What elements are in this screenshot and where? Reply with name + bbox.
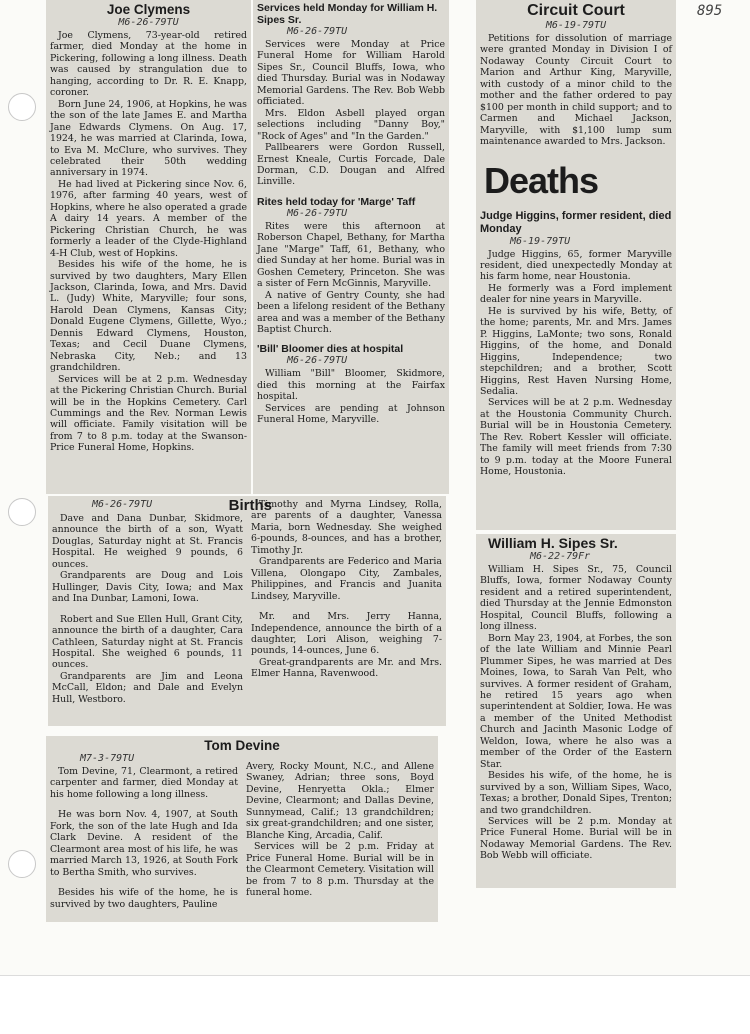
paragraph: Services will be at 2 p.m. Wednesday at the Houstonia Community Church. Burial will be in Houstonia Cemetery. The Rev. Robert Kessler will officiate. The family will meet friends from 7:30 to 9 p.m. today at the Moore Funeral Home, Houstonia. xyxy=(480,397,672,478)
handwritten-date: M6-26-79TU xyxy=(287,355,348,367)
handwritten-date: M6-26-79TU xyxy=(287,207,348,219)
obituary-title: William H. Sipes Sr. xyxy=(488,535,618,551)
page-bottom-margin xyxy=(0,975,750,1034)
paragraph: Rites were this afternoon at Roberson Chapel, Bethany, for Martha Jane "Marge" Taff, 61, Bethany, who died Sunday at her home. Burial was in Goshen Cemetery, Princeton. She was a sister of Fern McGinnis, Maryville. xyxy=(257,220,445,290)
paragraph: William "Bill" Bloomer, Skidmore, died this morning at the Fairfax hospital. xyxy=(257,368,445,403)
taff-title: Rites held today for 'Marge' Taff xyxy=(257,195,416,208)
page-number: 895 xyxy=(697,3,723,19)
handwritten-date: M6-19-79TU xyxy=(545,20,607,31)
births-right-column xyxy=(251,499,442,705)
paragraph: He had lived at Pickering since Nov. 6, 1976, after farming 40 years, west of Hopkins, where he also operated a grade A dairy 14 years. A member of the Pickering Christian Church, he was formerly a leader of the Clyde-Highland 4-H Club, west of Hopkins. xyxy=(50,178,247,259)
paragraph: William H. Sipes Sr., 75, Council Bluffs, Iowa, former Nodaway County resident and a retired superintendent, died Thursday at the Jennie Edmonston Hospital, Council Bluffs, following a long illness. xyxy=(480,564,672,633)
obituary-title: Tom Devine xyxy=(204,738,280,753)
paragraph: Services will be 2 p.m. Monday at Price Funeral Home. Burial will be in Nodaway Memorial Gardens. The Rev. Bob Webb will officiate. xyxy=(480,815,672,862)
births-left-column xyxy=(52,513,243,705)
paragraph: Services will be at 2 p.m. Wednesday at the Pickering Christian Church. Burial will be in the Hopkins Cemetery. Carl Cummings and the Rev. Norman Lewis will officiate. Family visitation will be from 7 to 8 p.m. today at the Swanson-Price Funeral Home, Hopkins. xyxy=(50,373,247,454)
paragraph: Mrs. Eldon Asbell played organ selections including "Danny Boy," "Rock of Ages" and "In the Garden." xyxy=(257,107,445,142)
paragraph: Grandparents are Doug and Lois Hullinger, Davis City, Iowa; and Max and Ina Dunbar, Lamoni, Iowa. xyxy=(52,570,243,605)
binder-hole-bottom xyxy=(8,850,36,878)
clipping-births xyxy=(48,496,446,726)
binder-hole-middle xyxy=(8,498,36,526)
paragraph: Robert and Sue Ellen Hull, Grant City, announce the birth of a daughter, Cara Cathleen, Saturday night at St. Francis Hospital. She weighed 6 pounds, 11 ounces. xyxy=(52,613,243,671)
devine-left-column xyxy=(50,753,238,910)
clipping-tom-devine xyxy=(46,736,438,922)
circuit-court-title: Circuit Court xyxy=(527,2,625,19)
deaths-heading: Deaths xyxy=(484,159,599,201)
paragraph: Besides his wife of the home, he is survived by two daughters, Pauline xyxy=(50,887,238,910)
obituary-title: Joe Clymens xyxy=(106,2,191,17)
paragraph: Born May 23, 1904, at Forbes, the son of the late William and Minnie Pearl Plummer Sipes, he was married at Des Moines, Iowa, to Sarah Van Pelt, who survives. A former resident of Graham, he retired 15 years ago when superintendent at Soldier, Iowa. He was a member of the United Methodist Church and Jacinth Masonic Lodge of Weldon, Iowa, where he also was a member of the Order of the Eastern Star. xyxy=(480,632,672,770)
paragraph: A native of Gentry County, she had been a lifelong resident of the Bethany area and was a member of the Bethany Baptist Church. xyxy=(257,289,445,335)
paragraph: He is survived by his wife, Betty, of the home; parents, Mr. and Mrs. James P. Higgins, LaMonte; two sons, Ronald Higgins, of the home, and Donald Higgins, Independence; two stepchildren; and a brother, Scott Higgins, Rest Haven Nursing Home, Sedalia. xyxy=(480,305,672,397)
paragraph: Tom Devine, 71, Clearmont, a retired carpenter and farmer, died Monday at his home following a long illness. xyxy=(50,766,238,800)
paragraph: Joe Clymens, 73-year-old retired farmer, died Monday at the home in Pickering, following a long illness. Death was caused by strangulation due to hanging, according to Dr. R. E. Knapp, coroner. xyxy=(50,30,247,99)
paragraph: Grandparents are Jim and Leona McCall, Eldon; and Dale and Evelyn Hull, Westboro. xyxy=(52,670,243,705)
paragraph: Mr. and Mrs. Jerry Hanna, Independence, announce the birth of a daughter, Lori Alison, weighing 7-pounds, 14-ounces, June 6. xyxy=(251,611,442,657)
bloomer-title: 'Bill' Bloomer dies at hospital xyxy=(257,343,404,356)
paragraph: Judge Higgins, 65, former Maryville resident, died unexpectedly Monday at his farm home, near Houstonia. xyxy=(480,248,672,283)
binder-hole-top xyxy=(8,93,36,121)
clipping-right-column xyxy=(476,0,676,530)
handwritten-date: M6-26-79TU xyxy=(118,17,179,28)
paragraph: Petitions for dissolution of marriage were granted Monday in Division I of Nodaway County Circuit Court to Marion and Arthur King, Maryville, with custody of a minor child to the mother and the father ordered to pay $100 per month in child support; and to Carmen and Michael Jackson, Maryville, with $1,100 lump sum maintenance awarded to Mrs. Jackson. xyxy=(480,33,672,148)
higgins-title: Judge Higgins, former resident, died Monday xyxy=(480,209,672,235)
devine-right-column xyxy=(246,753,434,910)
paragraph: Services will be 2 p.m. Friday at Price Funeral Home. Burial will be in the Clearmont Cemetery. Visitation will be from 7 to 8 p.m. Thursday at the funeral home. xyxy=(246,841,434,898)
paragraph: Services are pending at Johnson Funeral Home, Maryville. xyxy=(257,402,445,426)
paragraph: He was born Nov. 4, 1907, at South Fork, the son of the late Hugh and Ida Clark Devine. A resident of the Clearmont area most of his life, he was married March 13, 1926, at South Fork to Bertha Smith, who survives. xyxy=(50,809,238,878)
paragraph: Besides his wife, of the home, he is survived by a son, William Sipes, Waco, Texas; a brother, Donald Sipes, Trenton; and two grandchildren. xyxy=(480,770,672,816)
paragraph: Timothy and Myrna Lindsey, Rolla, are parents of a daughter, Vanessa Maria, born Wednesday. She weighed 6-pounds, 8-ounces, and has a brother, Timothy Jr. xyxy=(251,499,442,556)
clipping-joe-clymens xyxy=(46,0,251,494)
clipping-middle-column xyxy=(253,0,449,494)
paragraph: Pallbearers were Gordon Russell, Ernest Kneale, Curtis Forcade, Dale Dorman, C.D. Dougan and Alfred Linville. xyxy=(257,142,445,188)
handwritten-date: M6-22-79Fr xyxy=(530,551,591,562)
births-title: Births xyxy=(228,497,272,514)
sipes-services-title: Services held Monday for William H. Sipes Sr. xyxy=(257,2,438,26)
handwritten-date: M7-3-79TU xyxy=(80,753,135,764)
paragraph: Great-grandparents are Mr. and Mrs. Elmer Hanna, Ravenwood. xyxy=(251,656,442,680)
handwritten-date: M6-26-79TU xyxy=(287,26,348,37)
paragraph: Avery, Rocky Mount, N.C., and Allene Swaney, Adrian; three sons, Boyd Devine, Henryetta Okla.; Elmer Devine, Clearmont; and Dallas Devine, Sunnymead, Calif.; 13 grandchildren; six great-grandchildren; and one sister, Blanche King, Arcadia, Calif. xyxy=(246,761,434,841)
paragraph: Grandparents are Federico and Maria Villena, Olongapo City, Zambales, Philippines, and Francis and Juanita Lindsey, Maryville. xyxy=(251,556,442,602)
handwritten-date: M6-19-79TU xyxy=(510,235,571,247)
clipping-william-sipes xyxy=(476,534,676,888)
paragraph: Services were Monday at Price Funeral Home for William Harold Sipes Sr., Council Bluffs, Iowa, who died Thursday. Burial was in Nodaway Memorial Gardens. The Rev. Bob Webb officiated. xyxy=(257,39,445,108)
paragraph: He formerly was a Ford implement dealer for nine years in Maryville. xyxy=(480,282,672,306)
paragraph: Dave and Dana Dunbar, Skidmore, announce the birth of a son, Wyatt Douglas, Saturday night at St. Francis Hospital. He weighed 9 pounds, 6 ounces. xyxy=(52,513,243,570)
paragraph: Besides his wife of the home, he is survived by two daughters, Mary Ellen Jackson, Clarinda, Iowa, and Mrs. David L. (Judy) White, Maryville; four sons, Harold Dean Clymens, Kansas City; Donald Eugene Clymens, Gillette, Wyo.; Dennis Edward Clymens, Houston, Texas; and Cecil Duane Clymens, Nebraska City, Neb.; and 13 grandchildren. xyxy=(50,259,247,374)
handwritten-date: M6-26-79TU xyxy=(92,499,153,510)
paragraph: Born June 24, 1906, at Hopkins, he was the son of the late James E. and Martha Jane Edwards Clymens. On Aug. 17, 1924, he was married at Clarinda, Iowa, to Eva M. McClure, who survives. They celebrated their 50th wedding anniversary in 1974. xyxy=(50,98,247,179)
